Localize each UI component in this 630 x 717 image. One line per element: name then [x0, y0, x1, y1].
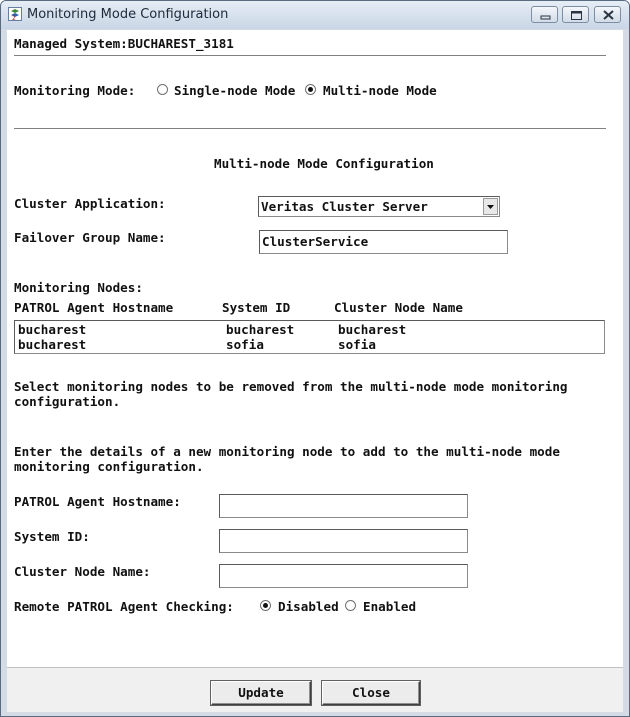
row-cluster-node: sofia	[338, 337, 376, 352]
cluster-application-value: Veritas Cluster Server	[261, 199, 428, 214]
divider-top	[14, 55, 606, 57]
row-hostname: bucharest	[18, 337, 87, 352]
new-cluster-node-label: Cluster Node Name:	[14, 564, 151, 579]
add-instructions: Enter the details of a new monitoring node to add to the multi-node mode monitoring configuration.	[14, 444, 560, 474]
dropdown-button[interactable]	[483, 198, 498, 215]
failover-group-label: Failover Group Name:	[14, 230, 166, 245]
column-header-hostname: PATROL Agent Hostname	[14, 300, 174, 315]
remote-checking-label: Remote PATROL Agent Checking:	[14, 599, 234, 614]
new-hostname-label: PATROL Agent Hostname:	[14, 494, 181, 509]
chevron-down-icon	[484, 199, 497, 214]
remote-checking-disabled-radio[interactable]	[260, 600, 271, 611]
new-cluster-node-input[interactable]	[219, 564, 468, 588]
update-button[interactable]: Update	[211, 681, 311, 705]
window-title: Monitoring Mode Configuration	[27, 7, 229, 22]
cluster-application-label: Cluster Application:	[14, 196, 166, 211]
close-icon	[595, 7, 622, 24]
section-title: Multi-node Mode Configuration	[214, 156, 434, 171]
monitoring-nodes-list[interactable]	[14, 320, 605, 354]
cluster-application-select[interactable]	[258, 196, 500, 217]
remote-checking-disabled-label[interactable]: Disabled	[278, 599, 339, 614]
new-system-id-input[interactable]	[219, 529, 468, 553]
list-item[interactable]	[15, 322, 604, 337]
maximize-icon	[563, 7, 590, 24]
divider-mode	[14, 128, 606, 130]
column-header-system-id: System ID	[222, 300, 291, 315]
row-system-id: bucharest	[226, 322, 295, 337]
remote-checking-enabled-label[interactable]: Enabled	[363, 599, 417, 614]
minimize-button[interactable]	[531, 6, 558, 23]
minimize-icon	[532, 7, 559, 24]
remove-instructions: Select monitoring nodes to be removed from the multi-node mode monitoring configuration.	[14, 379, 568, 409]
row-hostname: bucharest	[18, 322, 87, 337]
app-icon	[8, 7, 22, 21]
single-node-mode-radio[interactable]	[157, 84, 168, 95]
svg-text:2: 2	[12, 15, 16, 21]
close-button[interactable]	[594, 6, 621, 23]
maximize-button[interactable]	[562, 6, 589, 23]
close-dialog-button[interactable]: Close	[322, 681, 420, 705]
new-system-id-label: System ID:	[14, 529, 90, 544]
dialog-body	[7, 30, 623, 711]
managed-system-label: Managed System:BUCHAREST_3181	[14, 36, 234, 51]
column-header-cluster-node: Cluster Node Name	[334, 300, 463, 315]
remote-checking-enabled-radio[interactable]	[345, 600, 356, 611]
monitoring-mode-label: Monitoring Mode:	[14, 83, 136, 98]
row-system-id: sofia	[226, 337, 264, 352]
monitoring-nodes-label: Monitoring Nodes:	[14, 280, 143, 295]
single-node-mode-label[interactable]: Single-node Mode	[174, 83, 296, 98]
multi-node-mode-label[interactable]: Multi-node Mode	[323, 83, 437, 98]
button-bar	[7, 667, 623, 712]
failover-group-value: ClusterService	[262, 234, 369, 249]
multi-node-mode-radio[interactable]	[305, 84, 316, 95]
failover-group-input[interactable]	[259, 230, 508, 254]
title-bar[interactable]	[1, 1, 629, 29]
new-hostname-input[interactable]	[219, 494, 468, 518]
list-item[interactable]	[15, 337, 604, 352]
row-cluster-node: bucharest	[338, 322, 407, 337]
